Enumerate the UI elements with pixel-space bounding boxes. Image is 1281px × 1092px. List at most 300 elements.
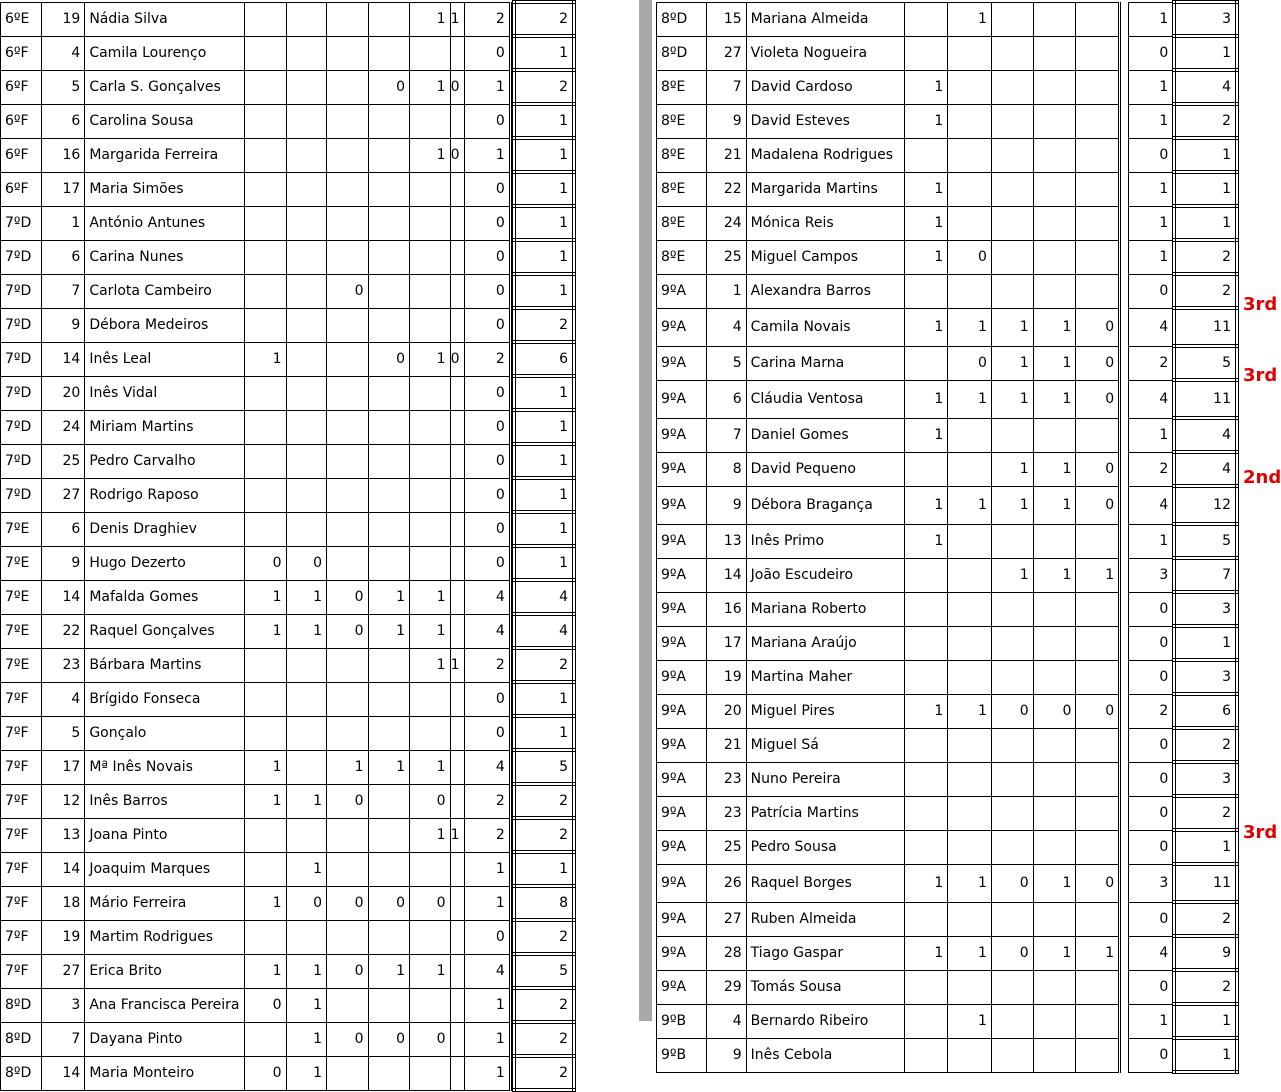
score-cell [1033,172,1076,206]
final-score-cell: 1 [1174,36,1237,70]
table-row [657,240,1238,274]
score-cell: 0 [1076,694,1120,728]
score-cell: 1 [904,418,948,452]
score-cell: 1 [991,380,1033,418]
score-cell [327,206,368,240]
score-cell: 1 [1076,558,1120,592]
table-row [657,902,1238,936]
final-score-cell: 2 [1174,104,1237,138]
total-cell: 0 [1129,970,1175,1004]
placement-label: 2nd [1243,467,1281,488]
score-cell [1033,762,1076,796]
total-cell: 1 [464,138,510,172]
score-cell: 1 [450,648,464,682]
class-cell: 7ºE [1,546,42,580]
number-cell: 3 [42,988,85,1022]
score-cell [286,716,327,750]
table-row [1,886,575,920]
score-cell: 1 [410,580,451,614]
final-score-cell: 5 [1174,524,1237,558]
final-score-cell: 6 [1174,694,1237,728]
score-cell [991,172,1033,206]
placement-label: 3rd [1243,822,1278,843]
score-cell [368,2,409,36]
score-cell [286,376,327,410]
score-cell [327,852,368,886]
score-cell: 1 [948,2,992,36]
score-cell [450,716,464,750]
score-cell [286,512,327,546]
final-score-cell: 6 [514,342,574,376]
number-cell: 27 [42,954,85,988]
final-score-cell: 1 [1174,172,1237,206]
student-name-cell: Camila Novais [746,308,904,346]
total-cell: 0 [1129,138,1175,172]
score-cell: 1 [245,580,286,614]
student-name-cell: Débora Medeiros [85,308,245,342]
class-cell: 9ºA [657,728,707,762]
score-cell: 1 [368,580,409,614]
student-name-cell: Mónica Reis [746,206,904,240]
score-cell: 1 [904,308,948,346]
score-cell: 1 [904,172,948,206]
score-cell [1076,1038,1120,1072]
final-score-cell: 2 [514,988,574,1022]
table-row [657,830,1238,864]
score-cell [948,626,992,660]
class-cell: 9ºA [657,830,707,864]
class-cell: 6ºF [1,172,42,206]
score-cell [1076,206,1120,240]
score-cell: 0 [1076,864,1120,902]
score-cell: 1 [991,558,1033,592]
score-cell [327,920,368,954]
total-cell: 1 [1129,1004,1175,1038]
score-cell [410,308,451,342]
class-cell: 7ºF [1,716,42,750]
score-cell [245,206,286,240]
student-name-cell: Rodrigo Raposo [85,478,245,512]
class-cell: 9ºA [657,558,707,592]
class-cell: 6ºE [1,2,42,36]
total-cell: 1 [1129,2,1175,36]
total-cell: 4 [1129,936,1175,970]
number-cell: 28 [706,936,746,970]
score-cell [286,308,327,342]
number-cell: 5 [42,716,85,750]
score-cell: 1 [904,486,948,524]
student-name-cell: Mariana Roberto [746,592,904,626]
score-cell [904,1038,948,1072]
score-cell [410,478,451,512]
number-cell: 25 [42,444,85,478]
score-cell [368,172,409,206]
score-cell: 1 [904,524,948,558]
score-cell: 0 [368,1022,409,1056]
score-cell [948,796,992,830]
score-cell [450,274,464,308]
student-name-cell: Nádia Silva [85,2,245,36]
score-cell: 1 [948,864,992,902]
score-cell [904,728,948,762]
student-name-cell: Maria Monteiro [85,1056,245,1090]
score-cell [450,954,464,988]
final-score-cell: 1 [514,240,574,274]
score-cell: 0 [948,240,992,274]
class-cell: 7ºD [1,274,42,308]
total-cell: 4 [1129,308,1175,346]
score-cell: 1 [245,342,286,376]
number-cell: 17 [706,626,746,660]
score-cell [410,444,451,478]
final-score-cell: 1 [514,410,574,444]
score-cell: 1 [1033,452,1076,486]
total-cell: 4 [1129,380,1175,418]
final-score-cell: 1 [514,376,574,410]
total-cell: 0 [1129,1038,1175,1072]
score-cell [991,1038,1033,1072]
number-cell: 9 [706,104,746,138]
score-cell: 1 [904,206,948,240]
score-cell [286,478,327,512]
table-row [1,104,575,138]
final-score-cell: 2 [514,70,574,104]
score-cell [245,648,286,682]
number-cell: 5 [706,346,746,380]
score-cell: 0 [410,1022,451,1056]
total-cell: 0 [464,920,510,954]
table-row [657,728,1238,762]
number-cell: 7 [42,1022,85,1056]
student-name-cell: Martim Rodrigues [85,920,245,954]
score-cell: 0 [327,274,368,308]
score-cell [245,104,286,138]
score-cell [1076,830,1120,864]
score-cell: 0 [327,1022,368,1056]
total-cell: 0 [1129,830,1175,864]
score-cell: 1 [245,614,286,648]
student-name-cell: Mª Inês Novais [85,750,245,784]
score-cell [245,478,286,512]
total-cell: 0 [464,478,510,512]
table-row [657,864,1238,902]
student-name-cell: Raquel Gonçalves [85,614,245,648]
total-cell: 1 [464,1056,510,1090]
score-cell: 0 [410,784,451,818]
right-score-table-panel [656,0,1239,1063]
class-cell: 8ºD [1,1022,42,1056]
spacer-cell [1120,240,1129,274]
score-cell [368,512,409,546]
score-cell [948,830,992,864]
score-cell [368,716,409,750]
class-cell: 7ºF [1,852,42,886]
spacer-cell [1120,936,1129,970]
score-cell: 1 [368,954,409,988]
class-cell: 9ºA [657,418,707,452]
score-cell: 0 [368,342,409,376]
student-name-cell: Gonçalo [85,716,245,750]
score-cell [327,546,368,580]
table-row [1,716,575,750]
student-name-cell: Inês Vidal [85,376,245,410]
score-cell: 1 [948,486,992,524]
score-cell [948,1038,992,1072]
final-score-cell: 1 [514,852,574,886]
spacer-cell [1120,452,1129,486]
score-cell [368,36,409,70]
student-name-cell: Erica Brito [85,954,245,988]
student-name-cell: Miguel Campos [746,240,904,274]
score-cell [450,104,464,138]
score-cell [245,512,286,546]
class-cell: 7ºF [1,818,42,852]
student-name-cell: Madalena Rodrigues [746,138,904,172]
score-cell [450,988,464,1022]
score-cell [286,818,327,852]
table-row [1,138,575,172]
final-score-cell: 2 [1174,274,1237,308]
score-cell: 0 [450,138,464,172]
score-cell [286,172,327,206]
score-cell [1076,524,1120,558]
number-cell: 21 [706,138,746,172]
score-cell [245,410,286,444]
score-cell [450,614,464,648]
total-cell: 2 [1129,694,1175,728]
final-score-cell: 3 [1174,592,1237,626]
score-cell [1076,902,1120,936]
table-row [657,796,1238,830]
score-cell [1076,418,1120,452]
score-cell [1076,762,1120,796]
table-row [657,2,1238,36]
score-cell [368,682,409,716]
score-cell [991,592,1033,626]
table-row [1,920,575,954]
score-cell [327,342,368,376]
score-cell [450,172,464,206]
spacer-cell [1120,762,1129,796]
number-cell: 27 [706,902,746,936]
score-cell: 1 [1033,486,1076,524]
class-cell: 9ºA [657,864,707,902]
number-cell: 16 [42,138,85,172]
spacer-cell [1120,592,1129,626]
score-cell [410,104,451,138]
number-cell: 13 [706,524,746,558]
student-name-cell: Ana Francisca Pereira [85,988,245,1022]
score-cell: 1 [410,138,451,172]
score-cell [368,546,409,580]
score-cell [904,660,948,694]
score-cell [327,818,368,852]
final-score-cell: 2 [1174,970,1237,1004]
table-row [1,240,575,274]
number-cell: 9 [706,486,746,524]
total-cell: 1 [1129,104,1175,138]
score-cell [1033,1038,1076,1072]
student-name-cell: Tomás Sousa [746,970,904,1004]
number-cell: 27 [706,36,746,70]
score-cell [904,830,948,864]
table-row [657,346,1238,380]
score-cell: 0 [948,346,992,380]
score-cell [1033,830,1076,864]
score-cell [286,104,327,138]
score-cell [1076,70,1120,104]
score-cell [368,988,409,1022]
score-cell: 1 [1033,380,1076,418]
total-cell: 1 [1129,70,1175,104]
score-cell [991,206,1033,240]
number-cell: 7 [42,274,85,308]
total-cell: 2 [1129,452,1175,486]
score-cell [948,36,992,70]
student-name-cell: Alexandra Barros [746,274,904,308]
score-cell: 1 [948,380,992,418]
score-cell [450,580,464,614]
class-cell: 7ºE [1,648,42,682]
number-cell: 20 [42,376,85,410]
score-cell: 1 [410,648,451,682]
score-cell [368,274,409,308]
score-cell [410,376,451,410]
class-cell: 7ºF [1,682,42,716]
score-cell [1033,626,1076,660]
class-cell: 9ºA [657,308,707,346]
score-cell [904,36,948,70]
score-cell: 1 [1033,936,1076,970]
score-cell [991,2,1033,36]
score-cell: 0 [245,1056,286,1090]
table-row [657,70,1238,104]
score-cell [904,558,948,592]
score-cell: 1 [991,452,1033,486]
table-row [1,172,575,206]
table-row [1,478,575,512]
left-score-table-panel [0,0,576,1081]
table-row [657,524,1238,558]
score-cell [327,240,368,274]
final-score-cell: 1 [514,444,574,478]
score-cell [1076,104,1120,138]
class-cell: 7ºD [1,376,42,410]
score-cell [245,716,286,750]
spacer-cell [1120,274,1129,308]
final-score-cell: 7 [1174,558,1237,592]
score-cell [904,902,948,936]
total-cell: 1 [464,70,510,104]
score-cell [991,70,1033,104]
total-cell: 4 [1129,486,1175,524]
class-cell: 9ºA [657,970,707,1004]
number-cell: 14 [42,342,85,376]
total-cell: 3 [1129,558,1175,592]
score-cell: 0 [245,546,286,580]
total-cell: 0 [464,308,510,342]
score-cell [368,206,409,240]
number-cell: 22 [706,172,746,206]
score-cell [327,36,368,70]
score-cell: 1 [245,750,286,784]
score-cell: 1 [991,308,1033,346]
score-cell [1033,1004,1076,1038]
spacer-cell [1120,1038,1129,1072]
final-score-cell: 1 [1174,206,1237,240]
score-cell [327,1056,368,1090]
score-cell [1076,592,1120,626]
score-cell: 0 [368,70,409,104]
total-cell: 0 [1129,902,1175,936]
score-cell: 0 [327,886,368,920]
total-cell: 0 [464,104,510,138]
number-cell: 13 [42,818,85,852]
student-name-cell: Ruben Almeida [746,902,904,936]
final-score-cell: 3 [1174,762,1237,796]
score-cell [286,138,327,172]
final-score-cell: 11 [1174,380,1237,418]
total-cell: 1 [464,886,510,920]
student-name-cell: David Cardoso [746,70,904,104]
score-cell [286,410,327,444]
score-cell [410,716,451,750]
table-row [1,648,575,682]
number-cell: 19 [42,2,85,36]
class-cell: 8ºD [1,1056,42,1090]
score-cell [948,70,992,104]
score-cell [327,172,368,206]
score-cell [991,626,1033,660]
class-cell: 9ºA [657,796,707,830]
score-cell: 1 [904,70,948,104]
score-cell [948,728,992,762]
final-score-cell: 5 [514,954,574,988]
student-name-cell: Hugo Dezerto [85,546,245,580]
score-cell [286,444,327,478]
number-cell: 22 [42,614,85,648]
score-cell [948,418,992,452]
student-name-cell: Mário Ferreira [85,886,245,920]
final-score-cell: 2 [514,648,574,682]
score-cell [904,626,948,660]
total-cell: 4 [464,750,510,784]
class-cell: 9ºA [657,936,707,970]
score-cell [368,444,409,478]
student-name-cell: Carla S. Gonçalves [85,70,245,104]
table-row [1,512,575,546]
spacer-cell [1120,694,1129,728]
final-score-cell: 2 [514,784,574,818]
score-cell: 1 [245,954,286,988]
score-cell: 0 [1076,308,1120,346]
table-row [657,970,1238,1004]
final-score-cell: 2 [514,920,574,954]
score-cell [245,172,286,206]
class-cell: 7ºD [1,410,42,444]
class-cell: 9ºA [657,626,707,660]
score-cell [948,104,992,138]
total-cell: 0 [464,36,510,70]
student-name-cell: Inês Primo [746,524,904,558]
table-row [1,1056,575,1090]
score-cell: 1 [1076,936,1120,970]
final-score-cell: 2 [1174,902,1237,936]
student-name-cell: Joana Pinto [85,818,245,852]
final-score-cell: 2 [514,1056,574,1090]
number-cell: 23 [706,762,746,796]
number-cell: 4 [42,682,85,716]
